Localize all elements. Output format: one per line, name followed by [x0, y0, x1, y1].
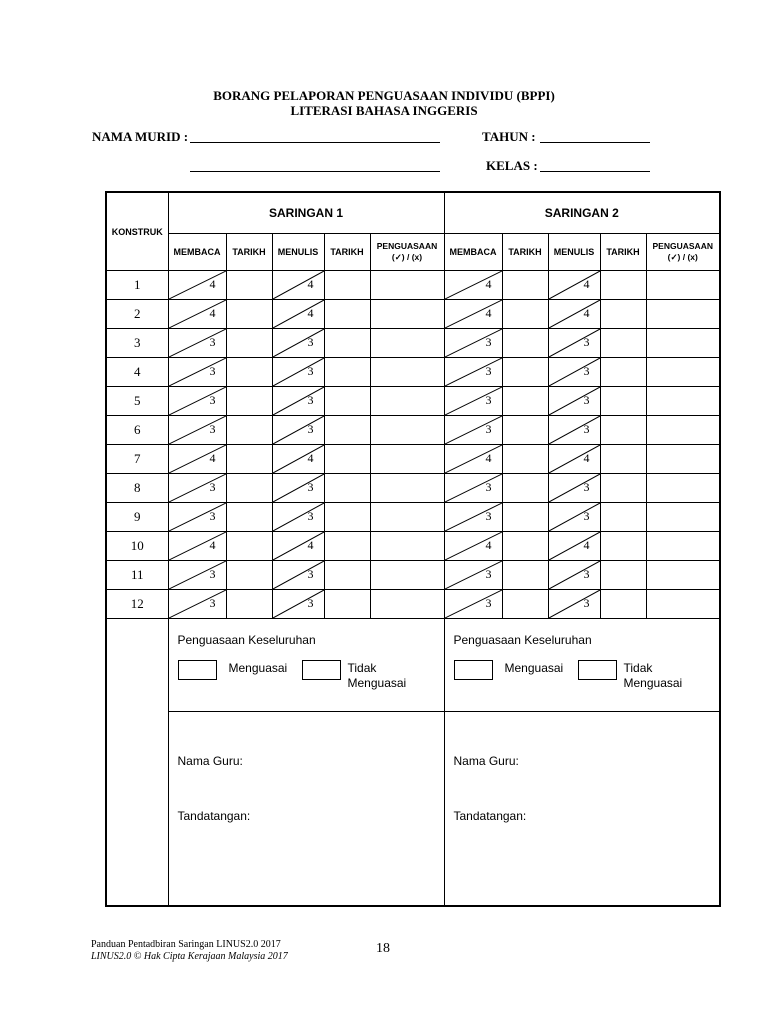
- tarikh-cell[interactable]: [502, 445, 548, 474]
- penguasaan-cell[interactable]: [370, 532, 444, 561]
- diagonal-line: [445, 445, 502, 473]
- bppi-table: [105, 191, 721, 907]
- tarikh-cell[interactable]: [226, 271, 272, 300]
- penguasaan-cell[interactable]: [646, 329, 720, 358]
- nama-murid-field-line-1[interactable]: [190, 142, 440, 143]
- tarikh-cell[interactable]: [324, 358, 370, 387]
- membaca-cell[interactable]: [168, 561, 226, 590]
- diagonal-line: [549, 561, 600, 589]
- menguasai-label: Menguasai: [504, 661, 564, 675]
- tarikh-cell[interactable]: [502, 300, 548, 329]
- table-row: [106, 358, 720, 387]
- membaca-cell[interactable]: [168, 387, 226, 416]
- diagonal-line: [445, 590, 502, 618]
- penguasaan-cell[interactable]: [646, 445, 720, 474]
- tidak-menguasai-label: Tidak Menguasai: [347, 661, 407, 690]
- diagonal-line: [273, 532, 324, 560]
- max-score: 3: [583, 567, 590, 581]
- table-row: [106, 561, 720, 590]
- tarikh-cell[interactable]: [226, 445, 272, 474]
- tarikh-cell[interactable]: [600, 329, 646, 358]
- membaca-cell[interactable]: [444, 590, 502, 619]
- menulis-cell[interactable]: [272, 358, 324, 387]
- menulis-cell[interactable]: [548, 300, 600, 329]
- penguasaan-cell[interactable]: [646, 532, 720, 561]
- menguasai-checkbox[interactable]: [454, 660, 493, 680]
- nama-murid-field-line-2[interactable]: [190, 171, 440, 172]
- membaca-cell[interactable]: [444, 561, 502, 590]
- tandatangan-label: Tandatangan:: [453, 809, 527, 823]
- tidak-menguasai-checkbox[interactable]: [578, 660, 617, 680]
- tarikh-cell[interactable]: [600, 474, 646, 503]
- menulis-cell[interactable]: [272, 590, 324, 619]
- konstruk-number: 12: [106, 590, 168, 619]
- col-penguasaan-header: PENGUASAAN (✓) / (x): [370, 234, 444, 271]
- diagonal-line: [169, 387, 226, 415]
- penguasaan-keseluruhan-title: Penguasaan Keseluruhan: [177, 633, 316, 647]
- diagonal-line: [445, 503, 502, 531]
- max-score: 3: [307, 509, 314, 523]
- membaca-cell[interactable]: [444, 358, 502, 387]
- tarikh-cell[interactable]: [324, 445, 370, 474]
- diagonal-line: [169, 300, 226, 328]
- tahun-field-line[interactable]: [540, 142, 650, 143]
- tarikh-cell[interactable]: [600, 300, 646, 329]
- diagonal-line: [169, 329, 226, 357]
- membaca-cell[interactable]: [168, 474, 226, 503]
- table-row: [106, 474, 720, 503]
- max-score: 4: [307, 451, 314, 465]
- membaca-cell[interactable]: [168, 329, 226, 358]
- menulis-cell[interactable]: [272, 387, 324, 416]
- table-row: [106, 590, 720, 619]
- diagonal-line: [445, 416, 502, 444]
- penguasaan-cell[interactable]: [646, 503, 720, 532]
- max-score: 3: [485, 596, 492, 610]
- menulis-cell[interactable]: [272, 532, 324, 561]
- konstruk-number: 3: [106, 329, 168, 358]
- konstruk-number: 11: [106, 561, 168, 590]
- max-score: 3: [485, 393, 492, 407]
- diagonal-line: [445, 329, 502, 357]
- diagonal-line: [549, 329, 600, 357]
- max-score: 3: [209, 596, 216, 610]
- max-score: 4: [307, 277, 314, 291]
- col-tarikh-header: TARIKH: [600, 234, 646, 271]
- konstruk-number: 2: [106, 300, 168, 329]
- membaca-cell[interactable]: [168, 503, 226, 532]
- tarikh-cell[interactable]: [600, 387, 646, 416]
- menulis-cell[interactable]: [548, 445, 600, 474]
- penguasaan-cell[interactable]: [646, 387, 720, 416]
- tarikh-cell[interactable]: [502, 416, 548, 445]
- menulis-cell[interactable]: [548, 532, 600, 561]
- menguasai-checkbox[interactable]: [178, 660, 217, 680]
- form-title: BORANG PELAPORAN PENGUASAAN INDIVIDU (BPPI): [213, 88, 555, 103]
- menulis-cell[interactable]: [272, 474, 324, 503]
- diagonal-line: [273, 445, 324, 473]
- tarikh-cell[interactable]: [600, 271, 646, 300]
- table-row: [106, 532, 720, 561]
- penguasaan-cell[interactable]: [370, 358, 444, 387]
- max-score: 3: [485, 364, 492, 378]
- table-row: [106, 445, 720, 474]
- menulis-cell[interactable]: [548, 590, 600, 619]
- konstruk-number: 4: [106, 358, 168, 387]
- diagonal-line: [549, 474, 600, 502]
- diagonal-line: [169, 561, 226, 589]
- max-score: 3: [209, 509, 216, 523]
- max-score: 3: [485, 335, 492, 349]
- diagonal-line: [549, 300, 600, 328]
- tarikh-cell[interactable]: [324, 503, 370, 532]
- diagonal-line: [549, 416, 600, 444]
- tarikh-cell[interactable]: [226, 416, 272, 445]
- diagonal-line: [273, 358, 324, 386]
- konstruk-number: 9: [106, 503, 168, 532]
- nama-guru-label: Nama Guru:: [453, 754, 519, 768]
- menulis-cell[interactable]: [548, 387, 600, 416]
- tarikh-cell[interactable]: [502, 271, 548, 300]
- col-menulis-header: MENULIS: [548, 234, 600, 271]
- tandatangan-label: Tandatangan:: [177, 809, 251, 823]
- diagonal-line: [549, 445, 600, 473]
- form-subtitle: LITERASI BAHASA INGGERIS: [290, 103, 478, 118]
- penguasaan-cell[interactable]: [370, 503, 444, 532]
- konstruk-number: 6: [106, 416, 168, 445]
- tarikh-cell[interactable]: [226, 474, 272, 503]
- tarikh-cell[interactable]: [600, 532, 646, 561]
- penguasaan-keseluruhan-title: Penguasaan Keseluruhan: [453, 633, 592, 647]
- tarikh-cell[interactable]: [502, 503, 548, 532]
- konstruk-number: 5: [106, 387, 168, 416]
- max-score: 3: [209, 393, 216, 407]
- diagonal-line: [169, 271, 226, 299]
- diagonal-line: [445, 271, 502, 299]
- max-score: 3: [307, 335, 314, 349]
- penguasaan-cell[interactable]: [370, 300, 444, 329]
- header-row-columns: [106, 234, 720, 271]
- diagonal-line: [445, 387, 502, 415]
- tarikh-cell[interactable]: [600, 416, 646, 445]
- menulis-cell[interactable]: [272, 503, 324, 532]
- max-score: 3: [583, 393, 590, 407]
- max-score: 3: [583, 596, 590, 610]
- penguasaan-cell[interactable]: [370, 590, 444, 619]
- tarikh-cell[interactable]: [324, 474, 370, 503]
- tarikh-cell[interactable]: [502, 358, 548, 387]
- table-row: [106, 271, 720, 300]
- max-score: 3: [209, 567, 216, 581]
- membaca-cell[interactable]: [168, 445, 226, 474]
- diagonal-line: [549, 590, 600, 618]
- membaca-cell[interactable]: [444, 474, 502, 503]
- max-score: 3: [209, 422, 216, 436]
- saringan-2-penguasaan-panel: [444, 619, 720, 712]
- penguasaan-cell[interactable]: [646, 416, 720, 445]
- diagonal-line: [169, 445, 226, 473]
- tarikh-cell[interactable]: [226, 358, 272, 387]
- diagonal-line: [445, 561, 502, 589]
- membaca-cell[interactable]: [444, 532, 502, 561]
- table-row: [106, 300, 720, 329]
- menulis-cell[interactable]: [548, 271, 600, 300]
- max-score: 3: [307, 567, 314, 581]
- max-score: 3: [583, 509, 590, 523]
- footer-line-2: LINUS2.0 © Hak Cipta Kerajaan Malaysia 2017: [91, 951, 288, 962]
- max-score: 3: [583, 364, 590, 378]
- membaca-cell[interactable]: [168, 590, 226, 619]
- tarikh-cell[interactable]: [502, 387, 548, 416]
- summary-row-penguasaan: [106, 619, 720, 712]
- menguasai-label: Menguasai: [228, 661, 288, 675]
- saringan-1-guru-panel: [168, 712, 444, 907]
- max-score: 3: [583, 335, 590, 349]
- col-penguasaan-header: PENGUASAAN (✓) / (x): [646, 234, 720, 271]
- max-score: 3: [209, 335, 216, 349]
- tarikh-cell[interactable]: [600, 590, 646, 619]
- tarikh-cell[interactable]: [600, 561, 646, 590]
- diagonal-line: [273, 416, 324, 444]
- menulis-cell[interactable]: [548, 358, 600, 387]
- tarikh-cell[interactable]: [324, 300, 370, 329]
- max-score: 3: [583, 480, 590, 494]
- diagonal-line: [273, 387, 324, 415]
- max-score: 4: [485, 538, 492, 552]
- max-score: 4: [209, 306, 216, 320]
- tarikh-cell[interactable]: [226, 387, 272, 416]
- tarikh-cell[interactable]: [502, 590, 548, 619]
- max-score: 3: [485, 567, 492, 581]
- diagonal-line: [169, 532, 226, 560]
- max-score: 4: [485, 306, 492, 320]
- max-score: 3: [583, 422, 590, 436]
- diagonal-line: [445, 532, 502, 560]
- diagonal-line: [273, 561, 324, 589]
- max-score: 3: [485, 422, 492, 436]
- data-rows: [106, 271, 720, 619]
- konstruk-number: 8: [106, 474, 168, 503]
- membaca-cell[interactable]: [168, 416, 226, 445]
- membaca-cell[interactable]: [444, 387, 502, 416]
- diagonal-line: [549, 358, 600, 386]
- penguasaan-cell[interactable]: [370, 561, 444, 590]
- tarikh-cell[interactable]: [324, 271, 370, 300]
- menulis-cell[interactable]: [272, 300, 324, 329]
- diagonal-line: [549, 387, 600, 415]
- nama-murid-label: NAMA MURID :: [92, 129, 189, 144]
- membaca-cell[interactable]: [444, 503, 502, 532]
- diagonal-line: [549, 503, 600, 531]
- penguasaan-cell[interactable]: [646, 300, 720, 329]
- col-membaca-header: MEMBACA: [444, 234, 502, 271]
- max-score: 3: [307, 480, 314, 494]
- diagonal-line: [273, 474, 324, 502]
- penguasaan-cell[interactable]: [646, 590, 720, 619]
- max-score: 4: [485, 277, 492, 291]
- konstruk-number: 1: [106, 271, 168, 300]
- footer-line-1: Panduan Pentadbiran Saringan LINUS2.0 2017: [91, 939, 281, 950]
- max-score: 3: [307, 364, 314, 378]
- membaca-cell[interactable]: [168, 271, 226, 300]
- membaca-cell[interactable]: [168, 358, 226, 387]
- header-row-saringan: [106, 192, 720, 234]
- tahun-label: TAHUN :: [482, 129, 536, 144]
- diagonal-line: [169, 474, 226, 502]
- tidak-menguasai-checkbox[interactable]: [302, 660, 341, 680]
- max-score: 4: [307, 538, 314, 552]
- col-tarikh-header: TARIKH: [324, 234, 370, 271]
- membaca-cell[interactable]: [168, 300, 226, 329]
- tarikh-cell[interactable]: [324, 329, 370, 358]
- max-score: 4: [209, 451, 216, 465]
- saringan-2-guru-panel: [444, 712, 720, 907]
- tarikh-cell[interactable]: [226, 300, 272, 329]
- nama-guru-label: Nama Guru:: [177, 754, 243, 768]
- diagonal-line: [273, 271, 324, 299]
- konstruk-header: KONSTRUK: [106, 192, 168, 271]
- menulis-cell[interactable]: [272, 271, 324, 300]
- diagonal-line: [549, 532, 600, 560]
- diagonal-line: [445, 358, 502, 386]
- tarikh-cell[interactable]: [324, 561, 370, 590]
- diagonal-line: [169, 358, 226, 386]
- tarikh-cell[interactable]: [226, 532, 272, 561]
- max-score: 3: [209, 364, 216, 378]
- diagonal-line: [445, 300, 502, 328]
- membaca-cell[interactable]: [444, 329, 502, 358]
- penguasaan-cell[interactable]: [370, 445, 444, 474]
- max-score: 4: [583, 306, 590, 320]
- menulis-cell[interactable]: [548, 416, 600, 445]
- max-score: 4: [209, 538, 216, 552]
- max-score: 3: [485, 480, 492, 494]
- page-number: 18: [376, 941, 390, 956]
- max-score: 3: [485, 509, 492, 523]
- tarikh-cell[interactable]: [502, 474, 548, 503]
- tarikh-cell[interactable]: [226, 590, 272, 619]
- konstruk-number: 10: [106, 532, 168, 561]
- tidak-menguasai-label: Tidak Menguasai: [623, 661, 683, 690]
- tarikh-cell[interactable]: [324, 590, 370, 619]
- saringan-1-header: SARINGAN 1: [168, 192, 444, 234]
- penguasaan-cell[interactable]: [646, 474, 720, 503]
- tarikh-cell[interactable]: [600, 445, 646, 474]
- penguasaan-cell[interactable]: [646, 358, 720, 387]
- menulis-cell[interactable]: [548, 474, 600, 503]
- membaca-cell[interactable]: [444, 271, 502, 300]
- max-score: 4: [209, 277, 216, 291]
- summary-row-guru: [106, 712, 720, 907]
- diagonal-line: [169, 590, 226, 618]
- max-score: 4: [485, 451, 492, 465]
- max-score: 4: [583, 538, 590, 552]
- membaca-cell[interactable]: [444, 416, 502, 445]
- kelas-field-line[interactable]: [540, 171, 650, 172]
- diagonal-line: [273, 590, 324, 618]
- max-score: 3: [307, 596, 314, 610]
- table-row: [106, 387, 720, 416]
- table-row: [106, 329, 720, 358]
- menulis-cell[interactable]: [548, 329, 600, 358]
- max-score: 3: [307, 422, 314, 436]
- max-score: 4: [583, 451, 590, 465]
- penguasaan-cell[interactable]: [370, 474, 444, 503]
- tarikh-cell[interactable]: [324, 387, 370, 416]
- col-membaca-header: MEMBACA: [168, 234, 226, 271]
- penguasaan-cell[interactable]: [370, 387, 444, 416]
- tarikh-cell[interactable]: [226, 503, 272, 532]
- diagonal-line: [169, 416, 226, 444]
- table-row: [106, 416, 720, 445]
- menulis-cell[interactable]: [272, 329, 324, 358]
- penguasaan-cell[interactable]: [370, 416, 444, 445]
- tarikh-cell[interactable]: [502, 532, 548, 561]
- diagonal-line: [445, 474, 502, 502]
- menulis-cell[interactable]: [272, 416, 324, 445]
- penguasaan-cell[interactable]: [646, 271, 720, 300]
- menulis-cell[interactable]: [548, 503, 600, 532]
- col-tarikh-header: TARIKH: [502, 234, 548, 271]
- penguasaan-cell[interactable]: [646, 561, 720, 590]
- tarikh-cell[interactable]: [600, 503, 646, 532]
- diagonal-line: [273, 300, 324, 328]
- tarikh-cell[interactable]: [502, 329, 548, 358]
- saringan-1-penguasaan-panel: [168, 619, 444, 712]
- max-score: 4: [583, 277, 590, 291]
- diagonal-line: [549, 271, 600, 299]
- diagonal-line: [273, 503, 324, 531]
- tarikh-cell[interactable]: [600, 358, 646, 387]
- tarikh-cell[interactable]: [226, 329, 272, 358]
- konstruk-number: 7: [106, 445, 168, 474]
- membaca-cell[interactable]: [168, 532, 226, 561]
- menulis-cell[interactable]: [272, 445, 324, 474]
- tarikh-cell[interactable]: [502, 561, 548, 590]
- tarikh-cell[interactable]: [324, 416, 370, 445]
- tarikh-cell[interactable]: [226, 561, 272, 590]
- col-menulis-header: MENULIS: [272, 234, 324, 271]
- table-row: [106, 503, 720, 532]
- kelas-label: KELAS :: [486, 158, 538, 173]
- saringan-2-header: SARINGAN 2: [444, 192, 720, 234]
- penguasaan-cell[interactable]: [370, 271, 444, 300]
- diagonal-line: [169, 503, 226, 531]
- diagonal-line: [273, 329, 324, 357]
- max-score: 4: [307, 306, 314, 320]
- membaca-cell[interactable]: [444, 300, 502, 329]
- col-tarikh-header: TARIKH: [226, 234, 272, 271]
- max-score: 3: [307, 393, 314, 407]
- penguasaan-cell[interactable]: [370, 329, 444, 358]
- max-score: 3: [209, 480, 216, 494]
- menulis-cell[interactable]: [548, 561, 600, 590]
- summary-konstruk-cell: [106, 619, 168, 907]
- menulis-cell[interactable]: [272, 561, 324, 590]
- membaca-cell[interactable]: [444, 445, 502, 474]
- tarikh-cell[interactable]: [324, 532, 370, 561]
